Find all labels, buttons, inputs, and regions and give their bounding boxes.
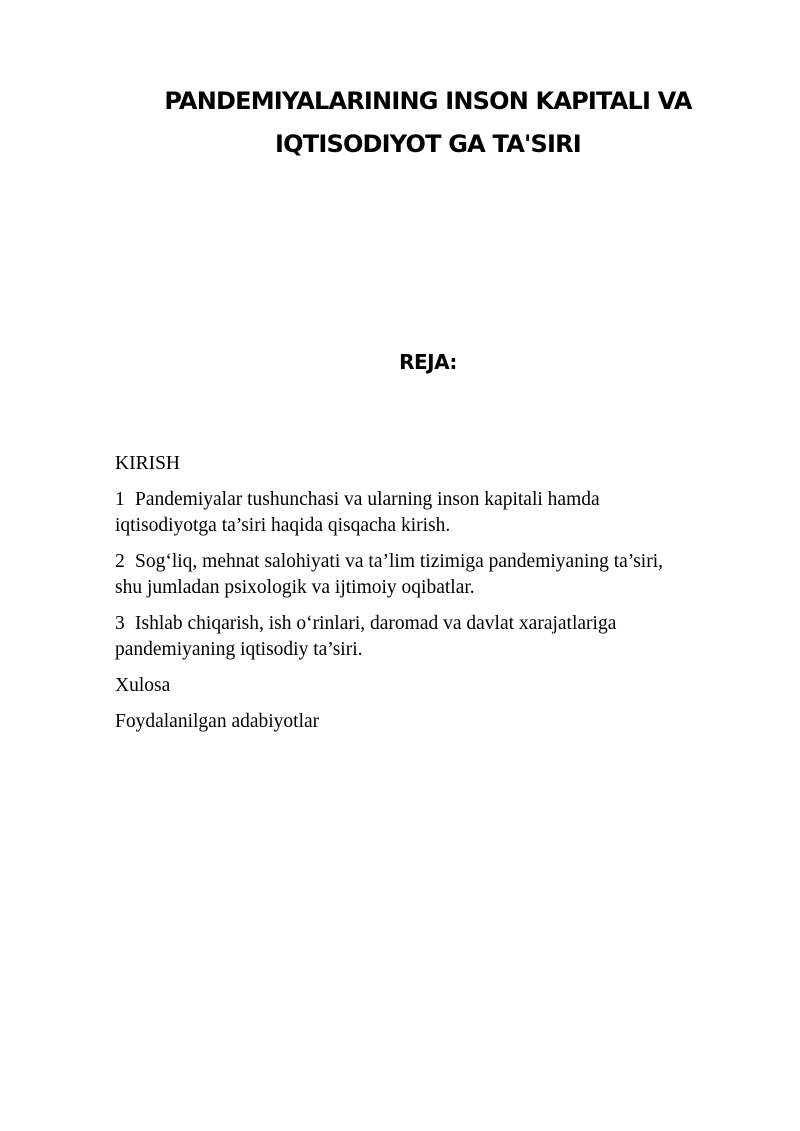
plan-item-text-line-2: iqtisodiyotga ta’siri haqida qisqacha kirish. — [115, 515, 451, 536]
plan-item-text-line-1: Pandemiyalar tushunchasi va ularning inson kapitali hamda — [135, 489, 600, 510]
plan-item-text-line-1: Sog‘liq, mehnat salohiyati va ta’lim tizimiga pandemiyaning ta’siri, — [135, 551, 664, 572]
plan-item-3 — [115, 611, 730, 663]
plan-item-text-line-1: Ishlab chiqarish, ish o‘rinlari, daromad va davlat xarajatlariga — [135, 613, 617, 634]
plan-item-text-line-2: pandemiyaning iqtisodiy ta’siri. — [115, 639, 363, 660]
plan-item-2 — [115, 549, 730, 601]
plan-item-references: Foydalanilgan adabiyotlar — [115, 711, 320, 732]
plan-item-number: 1 — [115, 489, 125, 510]
document-title-line-2: IQTISODIYOT GA TA'SIRI — [275, 130, 581, 158]
plan-item-number: 2 — [115, 551, 125, 572]
document-title-line-1: PANDEMIYALARINING INSON KAPITALI VA — [164, 87, 692, 115]
plan-item-1 — [115, 487, 730, 539]
plan-item-intro: KIRISH — [115, 453, 181, 474]
plan-heading: REJA: — [399, 350, 457, 374]
plan-item-conclusion: Xulosa — [115, 675, 171, 696]
plan-item-text-line-2: shu jumladan psixologik va ijtimoiy oqibatlar. — [115, 577, 475, 598]
plan-item-number: 3 — [115, 613, 125, 634]
plan-list — [115, 451, 730, 745]
document-title — [130, 80, 726, 166]
